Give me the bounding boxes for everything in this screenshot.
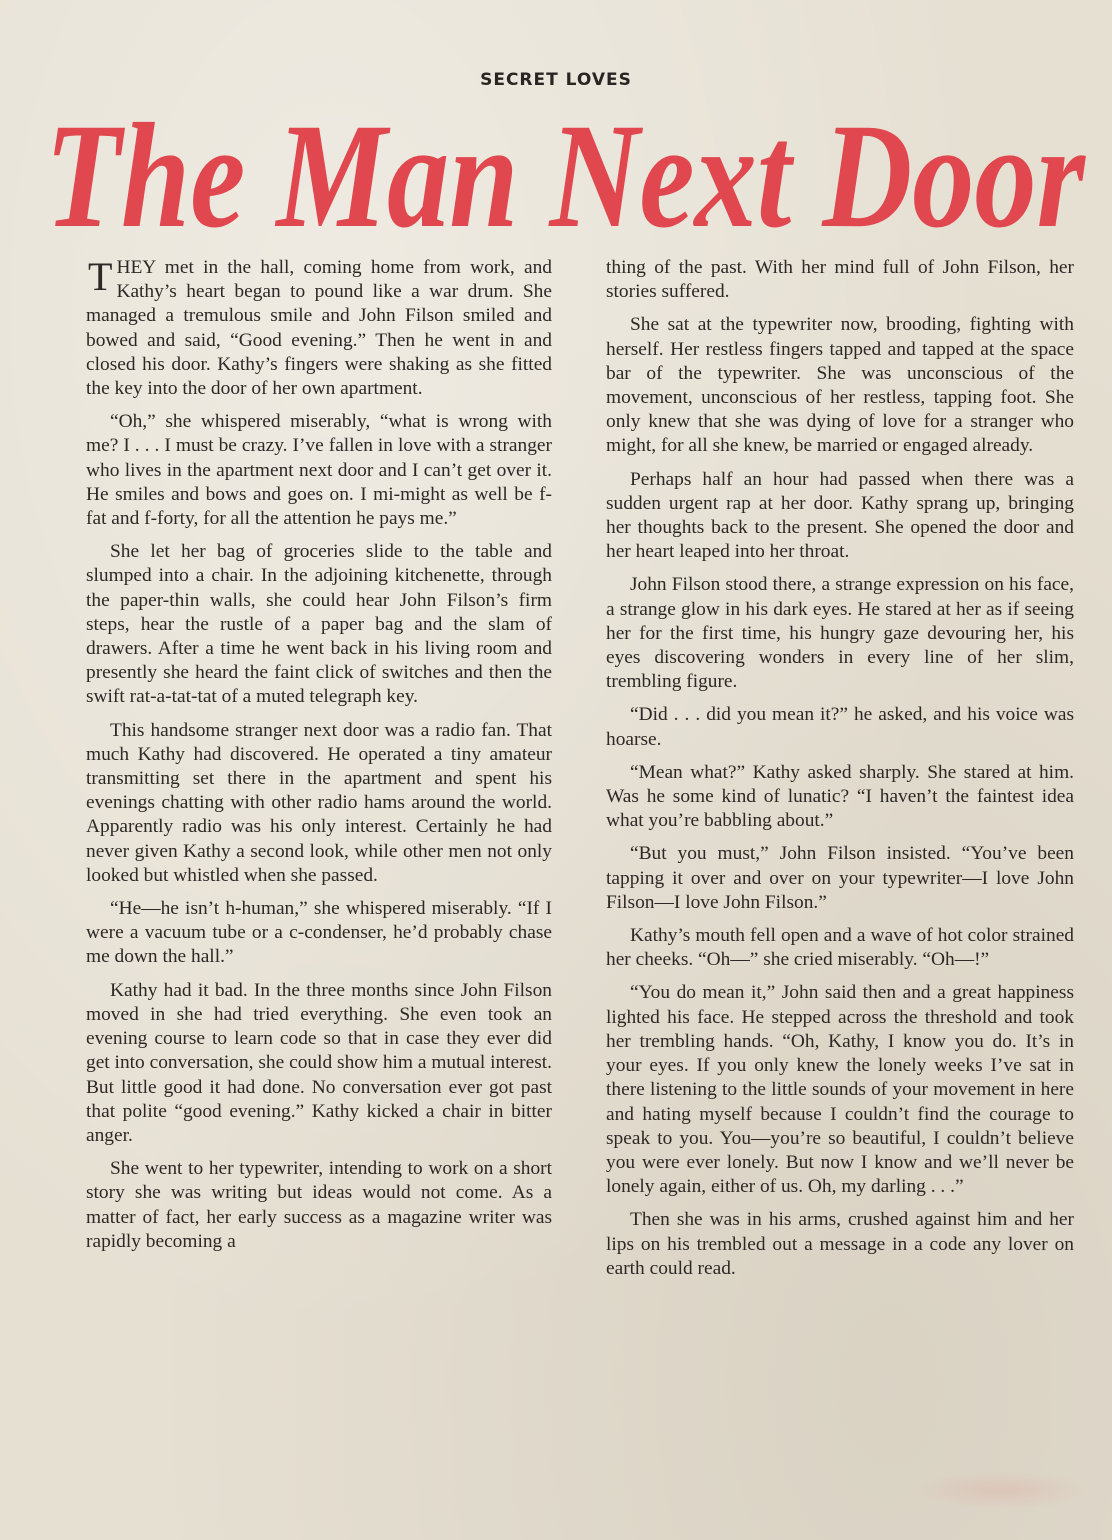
story-column-left	[86, 256, 552, 1263]
story-paragraph: Kathy’s mouth fell open and a wave of hot color strained her cheeks. “Oh—” she cried miserably. “Oh—!”	[606, 925, 1074, 971]
story-paragraph: Perhaps half an hour had passed when there was a sudden urgent rap at her door. Kathy sprang up, bringing her thoughts back to the present. She opened the door and her heart leaped into her throat.	[606, 468, 1074, 563]
story-paragraph: She let her bag of groceries slide to the table and slumped into a chair. In the adjoining kitchenette, through the paper-thin walls, she could hear John Filson’s firm steps, hear the rustle of a paper bag and the slam of drawers. After a time he went back in his living room and presently she heard the faint click of switches and then the swift rat-a-tat-tat of a muted telegraph key.	[86, 541, 552, 708]
story-paragraph	[86, 256, 552, 401]
story-paragraph: “You do mean it,” John said then and a great happiness lighted his face. He stepped across the threshold and took her trembling hands. “Oh, Kathy, I know you do. It’s in your eyes. If you only knew the lonely weeks I’ve sat in there listening to the little sounds of your movement in here and hating myself because I couldn’t find the courage to speak to you. You—you’re so beautiful, I couldn’t believe you were ever lonely. But now I know and we’ll never be lonely again, either of us. Oh, my darling . . .”	[606, 982, 1074, 1198]
story-paragraph: John Filson stood there, a strange expression on his face, a strange glow in his dark eyes. He stared at her as if seeing her for the first time, his hungry gaze devouring her, his eyes discovering wonders in every line of her slim, trembling figure.	[606, 574, 1074, 693]
story-paragraph: “Did . . . did you mean it?” he asked, and his voice was hoarse.	[606, 704, 1074, 750]
magazine-name: SECRET LOVES	[480, 70, 632, 90]
paper-stain	[912, 1470, 1092, 1510]
story-title	[40, 86, 1090, 256]
story-paragraph: Then she was in his arms, crushed against him and her lips on his trembled out a message in a code any lover on earth could read.	[606, 1209, 1074, 1279]
story-paragraph: She sat at the typewriter now, brooding, fighting with herself. Her restless fingers tapped and tapped at the space bar of the typewriter. She was unconscious of the movement, unconscious of her restless, tapping foot. She only knew that she was dying of love for a stranger who might, for all she knew, be married or engaged already.	[606, 314, 1074, 457]
story-paragraph: Kathy had it bad. In the three months since John Filson moved in she had tried everything. She even took an evening course to learn code so that in case they ever did get into conversation, she could show him a mutual interest. But little good it had done. No conversation ever got past that polite “good evening.” Kathy kicked a chair in bitter anger.	[86, 979, 552, 1146]
story-paragraph: “But you must,” John Filson insisted. “You’ve been tapping it over and over on your typewriter—I love John Filson—I love John Filson.”	[606, 843, 1074, 913]
story-title-art	[40, 86, 1090, 256]
story-column-right	[606, 256, 1074, 1290]
story-paragraph: thing of the past. With her mind full of John Filson, her stories suffered.	[606, 257, 1074, 303]
story-paragraph: “He—he isn’t h-human,” she whispered miserably. “If I were a vacuum tube or a c-condenser, he’d probably chase me down the hall.”	[86, 898, 552, 968]
title-text: The Man Next Door	[45, 93, 1087, 256]
drop-cap: T	[88, 254, 113, 299]
story-paragraph: “Oh,” she whispered miserably, “what is wrong with me? I . . . I must be crazy. I’ve fallen in love with a stranger who lives in the apartment next door and I can’t get over it. He smiles and bows and goes on. I mi-might as well be f-fat and f-forty, for all the attention he pays me.”	[86, 411, 552, 530]
story-paragraph: This handsome stranger next door was a radio fan. That much Kathy had discovered. He operated a tiny amateur transmitting set there in the apartment and spent his evenings chatting with other radio hams around the world. Apparently radio was his only interest. Certainly he had never given Kathy a second look, while other men not only looked but whistled when she passed.	[86, 719, 552, 886]
story-paragraph: “Mean what?” Kathy asked sharply. She stared at him. Was he some kind of lunatic? “I haven’t the faintest idea what you’re babbling about.”	[606, 761, 1074, 832]
paragraph-text: HEY met in the hall, coming home from work, and Kathy’s heart began to pound like a war drum. She managed a tremulous smile and John Filson smiled and bowed and said, “Good evening.” Then he went in and closed his door. Kathy’s fingers were shaking as she fitted the key into the door of her own apartment.	[86, 257, 552, 400]
story-paragraph: She went to her typewriter, intending to work on a short story she was writing but ideas would not come. As a matter of fact, her early success as a magazine writer was rapidly becoming a	[86, 1158, 552, 1252]
